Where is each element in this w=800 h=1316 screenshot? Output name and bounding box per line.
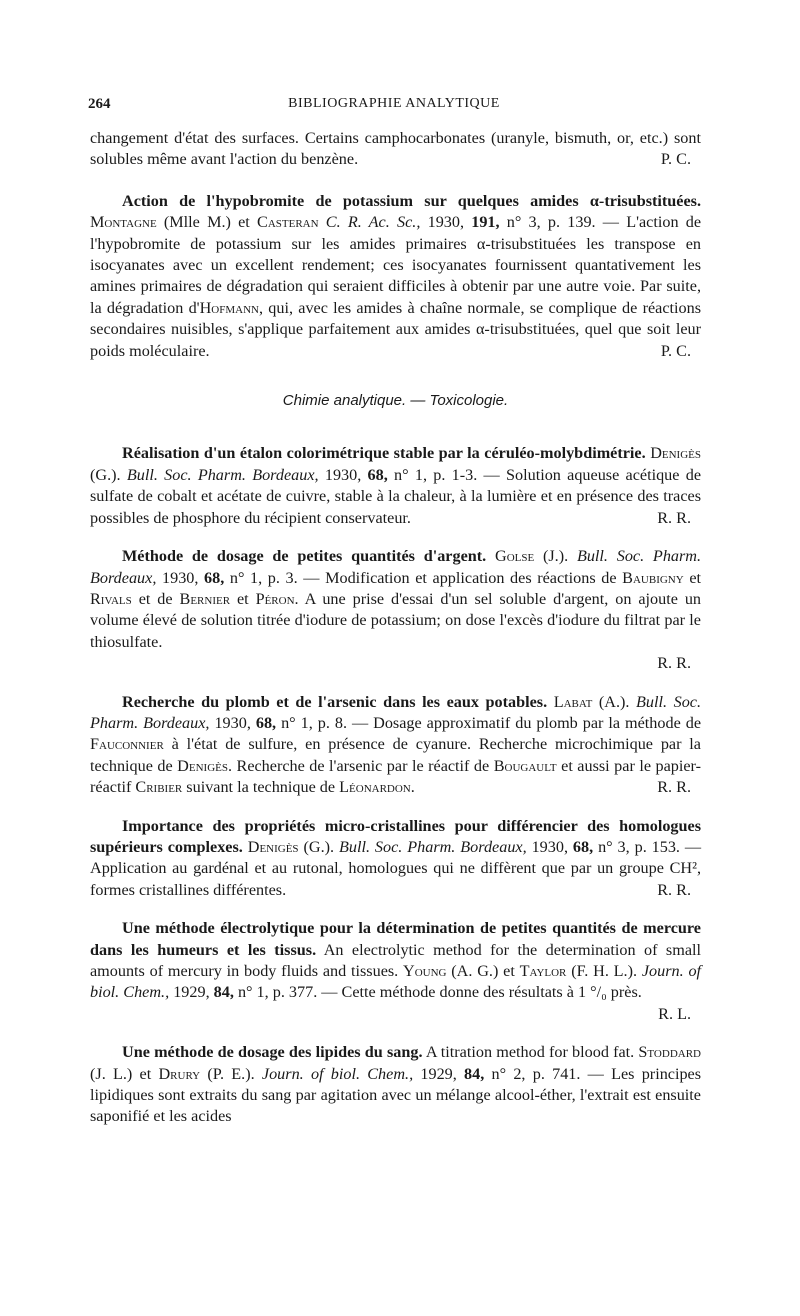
- signature: R. R.: [657, 880, 691, 899]
- entry-title: Action de l'hypobromite de potassium sur quelques amides α-trisubstituées.: [122, 191, 701, 210]
- author: Casteran: [257, 213, 319, 232]
- author: Drury: [158, 1064, 201, 1083]
- entry-title: Une méthode de dosage des lipides du sang.: [122, 1043, 423, 1062]
- section-heading: Chimie analytique. — Toxicologie.: [282, 392, 509, 410]
- entry-hypobromite: Action de l'hypobromite de potassium sur quelques amides α-trisubstituées. Montagne (Mlle M.) et Casteran C. R. Ac. Sc., 1930, 191, n° 3, p. 139. — L'action de l'hypobromite de potassium sur les amides primaires α-trisubstituées les transpose en isocyanates avec un excellent rendement; ces isocyanates fournissent quantativement les amines primaires de dégradation qui seraient difficiles à obtenir par une autre voie. Par suite, la dégradation d'Hofmann, qui, avec les amides à chaîne normale, se complique de réactions secondaires nuisibles, s'applique parfaitement aux amides α-trisubstituées, quel que soit leur poids moléculaire. P. C.: [90, 191, 701, 362]
- journal: Bull. Soc. Pharm. Bordeaux,: [126, 465, 319, 484]
- entry-lipides: Une méthode de dosage des lipides du sang. A titration method for blood fat. Stoddard (J. L.) et Drury (P. E.). Journ. of biol. Chem., 1929, 84, n° 2, p. 741. — Les principes lipidiques sont extraits du sang par agitation avec un mélange alcool-éther, l'extrait est ensuite saponifié et les acides: [90, 1043, 702, 1126]
- author: Young: [403, 962, 447, 980]
- author: Montagne: [90, 213, 157, 232]
- journal: Bull. Soc. Pharm. Bordeaux,: [90, 547, 702, 587]
- entry-title: Réalisation d'un étalon colorimétrique stable par la céruléo-molybdimétrie.: [122, 444, 646, 463]
- journal: Bull. Soc. Pharm. Bordeaux,: [90, 692, 702, 732]
- signature: R. R.: [657, 508, 691, 527]
- author: Denigès: [247, 837, 299, 856]
- signature: R. L.: [658, 1004, 691, 1023]
- entry-argent: Méthode de dosage de petites quantités d'argent. Golse (J.). Bull. Soc. Pharm. Bordeaux, 1930, 68, n° 1, p. 3. — Modification et application des réactions de Baubigny et Rivals et de Bernier et Péron. A une prise d'essai d'un sel soluble d'argent, on ajoute un volume élevé de solution titrée d'iodure de potassium; on dose l'excès d'iodure du filtrat par le thiosulfate. R. R.: [90, 546, 701, 674]
- entry-etalon: Réalisation d'un étalon colorimétrique stable par la céruléo-molybdimétrie. Denigès (G.). Bull. Soc. Pharm. Bordeaux, 1930, 68, n° 1, p. 1-3. — Solution aqueuse acétique de sulfate de cobalt et acétate de cuivre, stable à la chaleur, à la lumière et en présence des traces possibles de phosphore du récipient conservateur. R. R.: [90, 443, 701, 529]
- author: Labat: [553, 692, 593, 711]
- entry-title: Méthode de dosage de petites quantités d'argent.: [122, 547, 487, 566]
- signature: R. R.: [657, 654, 691, 673]
- journal: Bull. Soc. Pharm. Bordeaux,: [338, 837, 527, 856]
- author: Denigès: [650, 444, 702, 463]
- entry-title: Importance des propriétés micro-cristallines pour différencier des homologues supérieurs complexes.: [90, 816, 701, 856]
- author: Taylor: [519, 962, 567, 980]
- journal: Journ. of biol. Chem.,: [90, 962, 702, 1002]
- page-number: 264: [88, 96, 111, 112]
- author: Golse: [495, 547, 535, 566]
- journal: C. R. Ac. Sc.,: [325, 213, 421, 232]
- page-header: [88, 96, 700, 116]
- intro-text: changement d'état des surfaces. Certains camphocarbonates (uranyle, bismuth, or, etc.) sont solubles même avant l'action du benzène.: [90, 129, 701, 169]
- entry-title: Recherche du plomb et de l'arsenic dans les eaux potables.: [122, 692, 548, 711]
- intro-paragraph: [90, 128, 701, 171]
- author: Stoddard: [638, 1043, 701, 1062]
- entry-plomb-arsenic: Recherche du plomb et de l'arsenic dans les eaux potables. Labat (A.). Bull. Soc. Pharm. Bordeaux, 1930, 68, n° 1, p. 8. — Dosage approximatif du plomb par la méthode de Fauconnier à l'état de sulfure, en présence de cyanure. Recherche microchimique par la technique de Denigès. Recherche de l'arsenic par le réactif de Bougault et aussi par le papier-réactif Cribier suivant la technique de Léonardon. R. R.: [90, 692, 701, 799]
- entry-title: Une méthode électrolytique pour la détermination de petites quantités de mercure dans les humeurs et les tissus.: [90, 919, 701, 959]
- entry-mercure: Une méthode électrolytique pour la détermination de petites quantités de mercure dans les humeurs et les tissus. An electrolytic method for the determination of small amounts of mercury in body fluids and tissues. Young (A. G.) et Taylor (F. H. L.). Journ. of biol. Chem., 1929, 84, n° 1, p. 377. — Cette méthode donne des résultats à 1 °/₀ près. R. L.: [90, 918, 701, 1025]
- cited-name: Hofmann: [199, 298, 259, 317]
- signature: P. C.: [660, 341, 691, 360]
- page-content: [90, 128, 701, 1145]
- running-title: BIBLIOGRAPHIE ANALYTIQUE: [288, 96, 500, 111]
- journal: Journ. of biol. Chem.,: [261, 1064, 414, 1083]
- signature: R. R.: [657, 778, 691, 797]
- entry-micro-cristallines: Importance des propriétés micro-cristallines pour différencier des homologues supérieurs complexes. Denigès (G.). Bull. Soc. Pharm. Bordeaux, 1930, 68, n° 3, p. 153. — Application au gardénal et au rutonal, homologues qui ne diffèrent que par un groupe CH², formes cristallines différentes. R. R.: [90, 816, 701, 902]
- intro-signature: P. C.: [660, 150, 691, 169]
